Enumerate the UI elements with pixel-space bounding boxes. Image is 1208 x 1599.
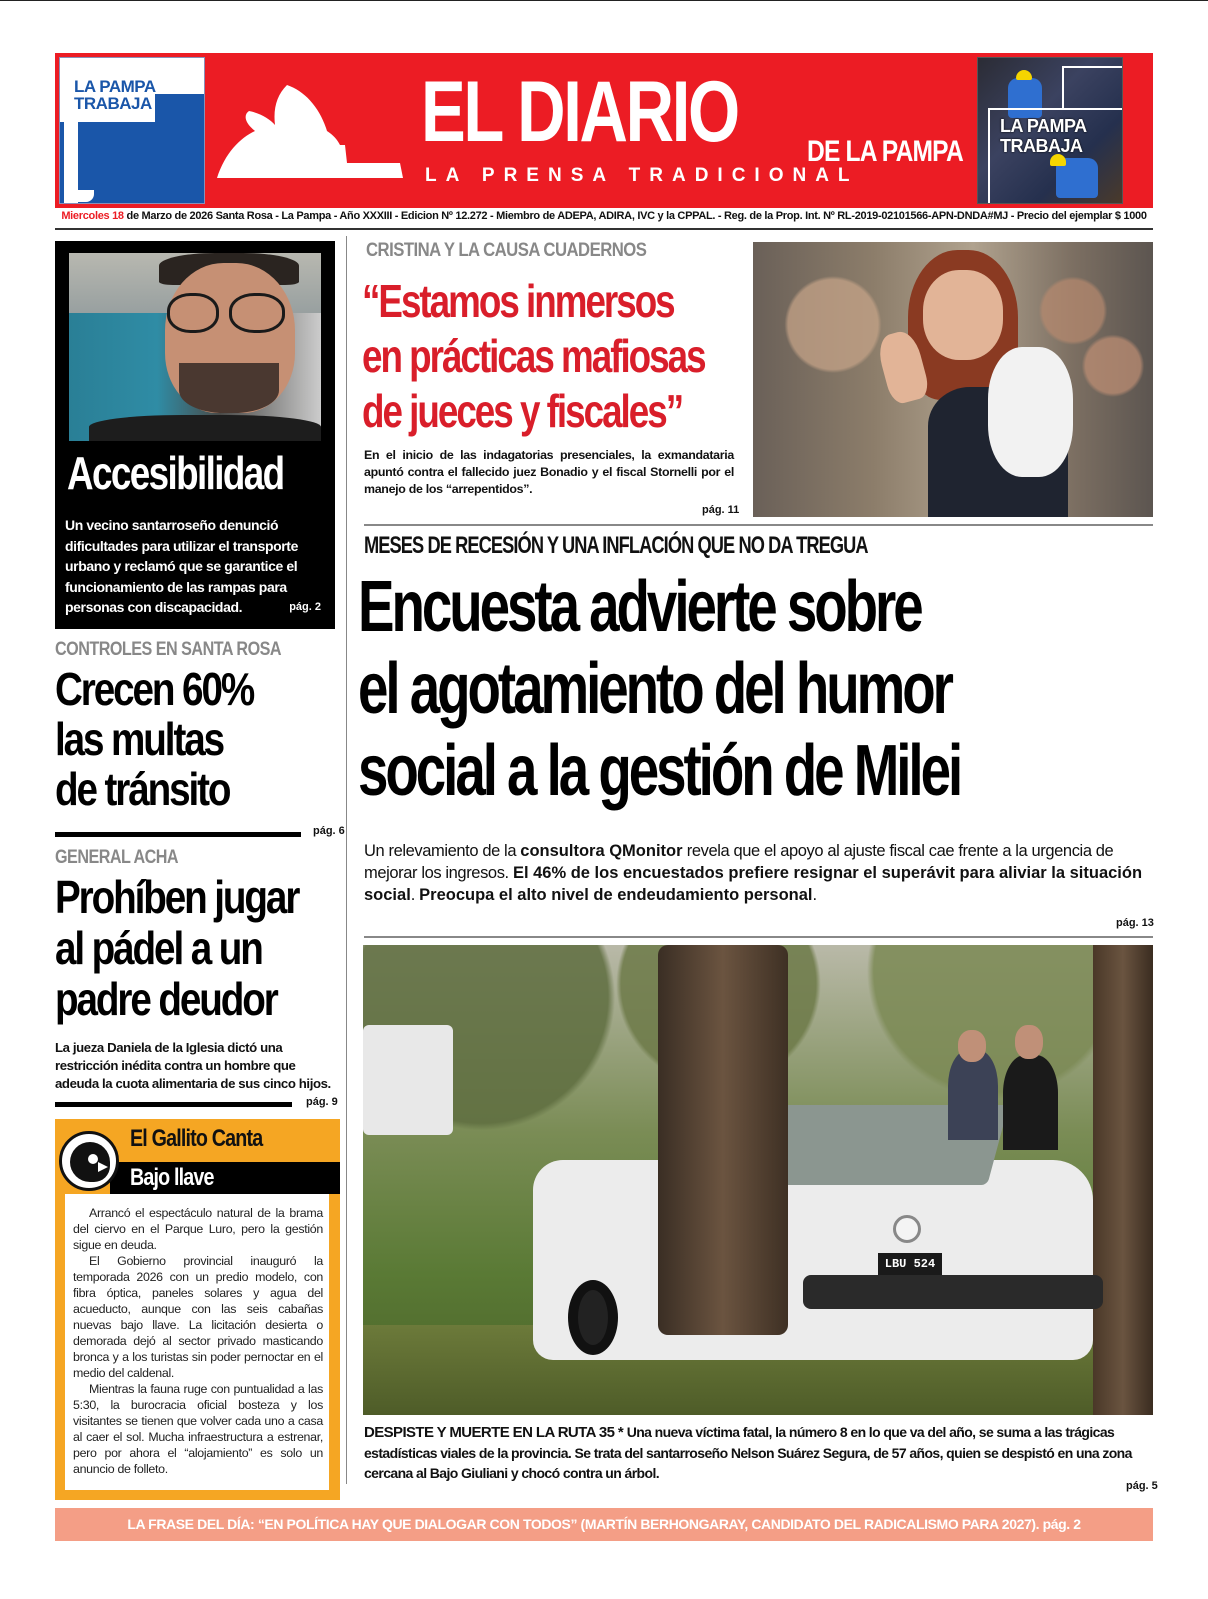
- summary-bold: Preocupa el alto nivel de endeudamiento personal: [419, 886, 813, 904]
- headline-line: Crecen 60%: [55, 663, 254, 715]
- quote-of-the-day-bar[interactable]: LA FRASE DEL DÍA: “EN POLÍTICA HAY QUE DIALOGAR CON TODOS” (MARTÍN BERHONGARAY, CANDIDATO DEL RADICALISMO PARA 2027). pág. 2: [55, 1508, 1153, 1541]
- rooster-beak: [98, 1162, 108, 1172]
- headline-line: “Estamos inmersos: [362, 275, 674, 327]
- rooster-icon: [59, 1131, 119, 1191]
- crash-caption: [364, 1422, 1154, 1483]
- newspaper-tagline: LA PRENSA TRADICIONAL: [425, 165, 859, 186]
- page-top-border: [0, 0, 1208, 1]
- newspaper-logo-icon: [215, 83, 405, 178]
- summary-text: .: [410, 886, 420, 904]
- column-section-title: El Gallito Canta: [130, 1125, 263, 1152]
- padel-kicker: GENERAL ACHA: [55, 847, 179, 868]
- cristina-headline[interactable]: [362, 274, 714, 439]
- page-reference: pág. 5: [1126, 1480, 1158, 1492]
- cristina-kicker: CRISTINA Y LA CAUSA CUADERNOS: [366, 240, 647, 261]
- column-paragraph: Mientras la fauna ruge con puntualidad a las 5:30, la burocracia oficial bosteza y los visitantes se tienen que volver cada uno a casa al caer el sol. Mucha infraestructura a estrenar, pero por ahora el “alojamiento” es solo un anuncio de folleto.: [73, 1382, 323, 1476]
- rooster-eye: [88, 1154, 98, 1164]
- page-reference: pág. 13: [1116, 917, 1154, 929]
- page-reference: pág. 6: [313, 825, 345, 837]
- section-rule: [364, 936, 1153, 938]
- photo-face: [923, 270, 1003, 360]
- padel-headline[interactable]: [55, 872, 341, 1025]
- main-story-summary: [364, 840, 1154, 906]
- padel-summary: La jueza Daniela de la Iglesia dictó una restricción inédita contra un hombre que adeuda la cuota alimentaria de sus cinco hijos.: [55, 1040, 331, 1091]
- la-pampa-trabaja-badge-left[interactable]: [59, 57, 205, 204]
- multas-kicker: CONTROLES EN SANTA ROSA: [55, 639, 282, 660]
- edition-day: Miercoles 18: [61, 210, 124, 222]
- summary-text: .: [812, 886, 817, 904]
- column-body: [73, 1205, 323, 1477]
- photo-tree-trunk: [658, 945, 788, 1335]
- page-reference: pág. 2: [289, 601, 321, 613]
- crash-photo[interactable]: [363, 945, 1153, 1415]
- headline-line: en prácticas mafiosas: [362, 330, 705, 382]
- photo-grille: [803, 1275, 1103, 1309]
- license-plate: LBU 524: [878, 1253, 942, 1275]
- photo-tree-trunk: [1093, 945, 1153, 1415]
- headline-line: de tránsito: [55, 763, 230, 815]
- headline-line: padre deudor: [55, 973, 277, 1025]
- accesibilidad-photo[interactable]: [69, 253, 321, 441]
- badge-line-1: LA PAMPA: [74, 77, 156, 96]
- headline-line: al pádel a un: [55, 922, 262, 974]
- caption-lead[interactable]: DESPISTE Y MUERTE EN LA RUTA 35 *: [364, 1424, 627, 1441]
- photo-wheel: [568, 1280, 618, 1355]
- headline-line: Prohíben jugar: [55, 871, 299, 923]
- section-rule: [364, 524, 1153, 526]
- headline-line: las multas: [55, 713, 223, 765]
- edition-date: de Marzo de 2026: [123, 210, 213, 222]
- column-divider: [346, 236, 347, 1484]
- accesibilidad-summary: Un vecino santarroseño denunció dificultades para utilizar el transporte urbano y reclamó que se garantice el funcionamiento de las rampas para personas con discapacidad.: [65, 517, 298, 615]
- badge-line-2: TRABAJA: [1000, 136, 1083, 156]
- edition-info-line: [55, 210, 1153, 222]
- edition-details: Santa Rosa - La Pampa - Año XXXIII - Edicion Nº 12.272 - Miembro de ADEPA, ADIRA, IVC y la CPPAL. - Reg. de la Prop. Int. Nº RL-2019-02101566-APN-DNDA#MJ - Precio del ejemplar $ 1000: [212, 210, 1147, 222]
- badge-text: [1000, 116, 1087, 156]
- car-brand-icon: [893, 1215, 921, 1243]
- badge-line-2: TRABAJA: [74, 94, 152, 113]
- main-story-kicker: MESES DE RECESIÓN Y UNA INFLACIÓN QUE NO DA TREGUA: [364, 532, 868, 559]
- column-paragraph: El Gobierno provincial inauguró la temporada 2026 con un predio modelo, con fibra óptica, paneles solares y agua del acueducto, aunque con las seis cabañas nuevas bajo llave. La licitación desierta o demorada dejó al sector privado masticando bronca y a los turistas sin poder pernoctar en el medio del caldenal.: [73, 1254, 323, 1380]
- cristina-photo[interactable]: [753, 242, 1153, 517]
- glasses-icon: [229, 293, 285, 333]
- summary-bold: consultora QMonitor: [520, 842, 683, 860]
- photo-beard: [179, 363, 279, 413]
- headline-line: el agotamiento del humor: [358, 649, 951, 729]
- photo-van: [363, 1025, 453, 1135]
- glasses-icon: [167, 293, 219, 333]
- column-paragraph: Arrancó el espectáculo natural de la brama del ciervo en el Parque Luro, pero la gestión sigue en deuda.: [73, 1206, 323, 1252]
- photo-person: [948, 1050, 998, 1140]
- badge-tail-foot: [64, 190, 94, 202]
- masthead: [55, 53, 1153, 208]
- column-el-gallito-canta: [55, 1119, 340, 1500]
- summary-text: Un relevamiento de la: [364, 842, 521, 860]
- photo-shirt: [89, 415, 321, 441]
- badge-line-1: LA PAMPA: [1000, 116, 1087, 136]
- cristina-summary: En el inicio de las indagatorias presenciales, la exmandataria apuntó contra el fallecido juez Bonadio y el fiscal Stornelli por el manejo de los “arrepentidos”.: [364, 448, 734, 496]
- summary-bold: El 46% de los encuestados prefiere resignar el superávit para aliviar la situación social: [364, 864, 1143, 904]
- photo-sleeve: [988, 347, 1073, 477]
- page-reference: pág. 9: [306, 1096, 338, 1108]
- headline-line: Encuesta advierte sobre: [358, 567, 921, 647]
- photo-person-head: [1015, 1025, 1043, 1059]
- photo-person-head: [958, 1030, 986, 1062]
- newspaper-title: EL DIARIO: [421, 64, 738, 160]
- caption-body: Una nueva víctima fatal, la número 8 en lo que va del año, se suma a las trágicas estadísticas viales de la provincia. Se trata del santarroseño Nelson Suárez Segura, de 57 años, quien se despistó en una zona cercana al Bajo Giuliani y chocó contra un árbol.: [364, 1424, 1132, 1481]
- main-story-headline[interactable]: [358, 566, 1133, 812]
- badge-text: [74, 78, 156, 112]
- headline-line: social a la gestión de Milei: [358, 731, 961, 811]
- section-rule: [55, 1102, 292, 1107]
- province-outline: [1062, 66, 1122, 110]
- header-rule: [55, 228, 1153, 230]
- headline-line: de jueces y fiscales”: [362, 385, 683, 437]
- hard-hat-icon: [1016, 70, 1032, 80]
- column-title[interactable]: Bajo llave: [130, 1164, 214, 1191]
- photo-person: [1003, 1055, 1058, 1150]
- photo-car: [533, 1160, 1093, 1360]
- newspaper-title-suffix: DE LA PAMPA: [807, 135, 963, 168]
- summary-text: revela que el apoyo al ajuste fiscal cae frente a la urgencia de mejorar los ingresos.: [364, 842, 1114, 882]
- page-reference: pág. 11: [702, 504, 740, 516]
- story-accesibilidad[interactable]: [55, 241, 335, 629]
- section-rule: [55, 832, 301, 837]
- la-pampa-trabaja-badge-right[interactable]: [977, 57, 1123, 204]
- multas-headline[interactable]: [55, 664, 324, 814]
- accesibilidad-headline[interactable]: Accesibilidad: [67, 447, 284, 499]
